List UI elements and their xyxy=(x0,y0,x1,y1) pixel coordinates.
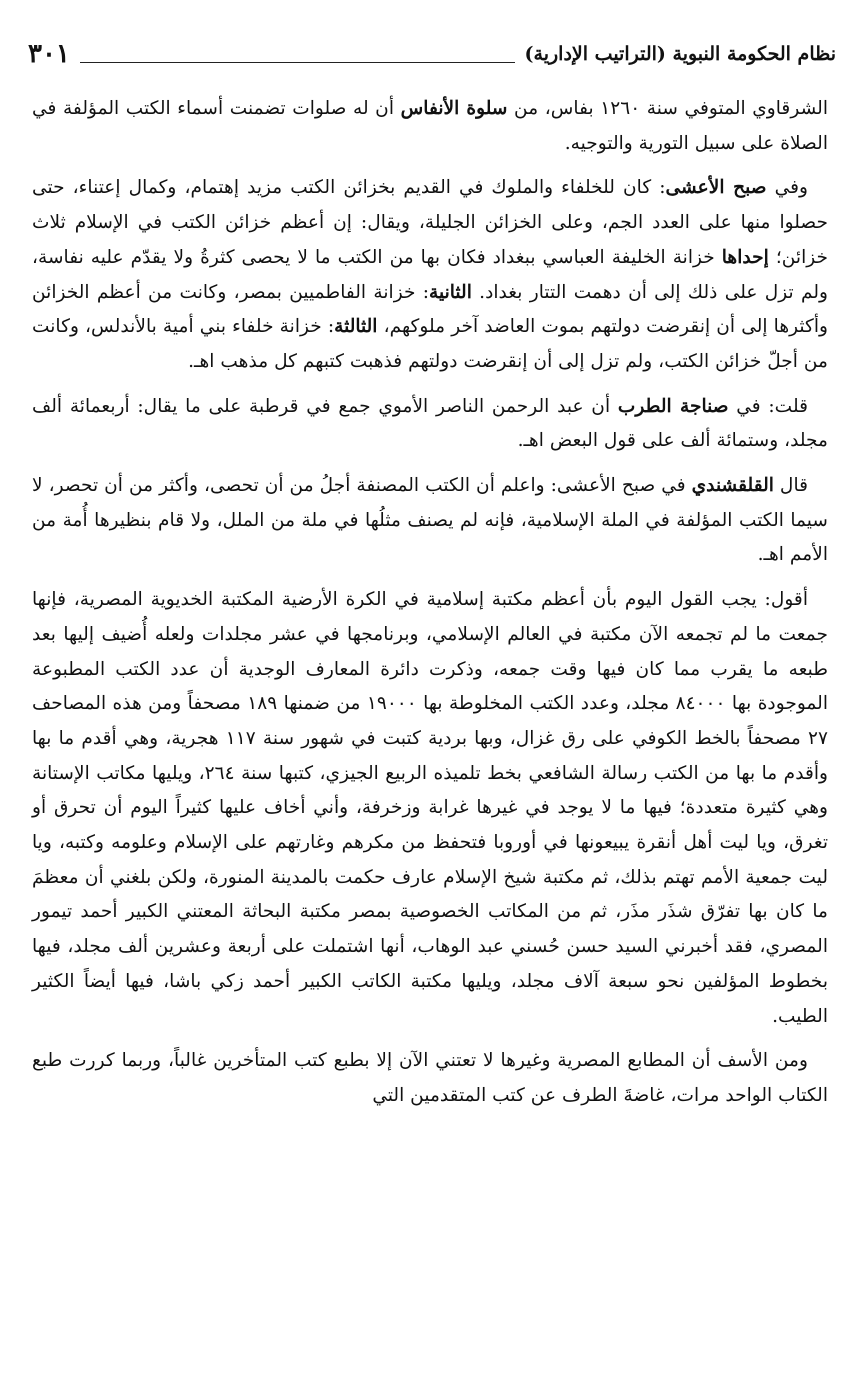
text-run: : خزانة الفاطميين بمصر، وكانت من أعظم الخزائن وأكثرها إلى أن إنقرضت دولتهم بموت العاضد آخر ملوكهم، xyxy=(32,281,828,338)
bold-term: صناجة الطرب xyxy=(617,395,729,417)
bold-term: الثالثة xyxy=(334,316,378,338)
text-run: الشرقاوي المتوفي سنة ١٢٦٠ بفاس، من xyxy=(507,98,828,119)
text-run: أن له صلوات تضمنت أسماء الكتب المؤلفة في الصلاة على سبيل التورية والتوجيه. xyxy=(32,98,828,154)
text-run: وفي xyxy=(766,177,808,199)
page-body xyxy=(32,92,828,1124)
text-run: : كان للخلفاء والملوك في القديم بخزائن الكتب مزيد إهتمام، وكمال إعتناء، حتى حصلوا منها على العدد الجم، وعلى الخزائن الجليلة، ويقال: إن أعظم خزائن الكتب في الإسلام ثلاث خزائن؛ xyxy=(32,177,828,268)
bold-term: الثانية xyxy=(429,281,472,303)
page-header xyxy=(28,30,836,78)
text-run: قلت: في xyxy=(728,395,808,417)
text-run: في صبح الأعشى: واعلم أن الكتب المصنفة أجلُ من أن تحصى، وأكثر من أن تحصر، لا سيما الكتب المؤلفة في الملة الإسلامية، فإنه لم يصنف مثلُها في ملة من الملل، ولا قام بنظيرها أُمة من الأمم اهـ. xyxy=(32,475,828,566)
text-run: : خزانة خلفاء بني أمية بالأندلس، وكانت من أجلّ خزائن الكتب، ولم تزل إلى أن إنقرضت دولتهم فذهبت كتبهم كل مذهب اهـ. xyxy=(32,316,828,372)
bold-term: القلقشندي xyxy=(691,475,774,497)
paragraph xyxy=(32,92,828,161)
text-run: قال xyxy=(773,475,808,497)
paragraph xyxy=(32,469,828,573)
text-run: أن عبد الرحمن الناصر الأموي جمع في قرطبة على ما يقال: أربعمائة ألف مجلد، وستمائة ألف على قول البعض اهـ. xyxy=(32,395,828,452)
running-title: نظام الحكومة النبوية (التراتيب الإدارية) xyxy=(524,43,836,65)
paragraph xyxy=(32,1044,828,1113)
bold-term: سلوة الأنفاس xyxy=(400,98,508,119)
bold-term: إحداها xyxy=(721,246,769,268)
page-number: ٣٠١ xyxy=(28,39,70,69)
text-run: أقول: يجب القول اليوم بأن أعظم مكتبة إسلامية في الكرة الأرضية المكتبة الخديوية المصرية، فإنها جمعت ما لم تجمعه الآن مكتبة في العالم الإسلامي، وبرنامجها في عشر مجلدات ولعله أُضيف إليها بعد طبعه ما يقرب مما كان فيها وقت جمعه، وذكرت دائرة المعارف الوجدية أن عدد الكتب المطبوعة الموجودة بها ٨٤٠٠٠ مجلد، وعدد الكتب المخلوطة بها ١٩٠٠٠ من ضمنها ١٨٩ مصحفاً ومن هذه المصاحف ٢٧ مصحفاً بالخط الكوفي على رق غزال، وبها بردية كتبت في شهور سنة ١١٧ هجرية، وهي أقدم ما بها وأقدم ما بها من الكتب رسالة الشافعي بخط تلميذه الربيع الجيزي، كتبها سنة ٢٦٤، ويليها مكاتب الإستانة وهي كثيرة متعددة؛ فيها ما لا يوجد في غيرها غرابة وزخرفة، وأني أخاف عليها كثيراً اليوم أن تحرق أو تغرق، ويا ليت أهل أنقرة يبيعونها في أوروبا فتحفظ من مكرهم وغارتهم على الإسلام وعلومه وكتبه، ويا ليت جمعية الأمم تهتم بذلك، ثم مكتبة شيخ الإسلام عارف حكمت بالمدينة المنورة، ولكن بلغني أن معظمَ ما كان بها تفرّق شذَر مذَر، ثم من المكاتب الخصوصية بمصر مكتبة البحاثة المعتني الكبير أحمد تيمور المصري، فقد أخبرني السيد حسن حُسني عبد الوهاب، أنها اشتملت على أربعة وعشرين ألف مجلد، فيها بخطوط المؤلفين نحو سبعة آلاف مجلد، ويليها مكتبة الكاتب الكبير أحمد زكي باشا، فيها أيضاً الكثير الطيب. xyxy=(32,589,829,1027)
paragraph xyxy=(32,171,828,379)
text-run: خزانة الخليفة العباسي ببغداد فكان بها من الكتب ما لا يحصى كثرةُ ولا يقدّم عليه نفاسة، ولم تزل على ذلك إلى أن دهمت التتار بغداد. xyxy=(32,246,828,303)
header-rule xyxy=(80,62,515,63)
text-run: ومن الأسف أن المطابع المصرية وغيرها لا تعتني الآن إلا بطبع كتب المتأخرين غالباً، وربما كررت طبع الكتاب الواحد مرات، غاضةَ الطرف عن كتب المتقدمين التي xyxy=(32,1050,828,1106)
paragraph xyxy=(32,390,828,459)
bold-term: صبح الأعشى xyxy=(665,177,767,199)
paragraph xyxy=(32,583,828,1034)
